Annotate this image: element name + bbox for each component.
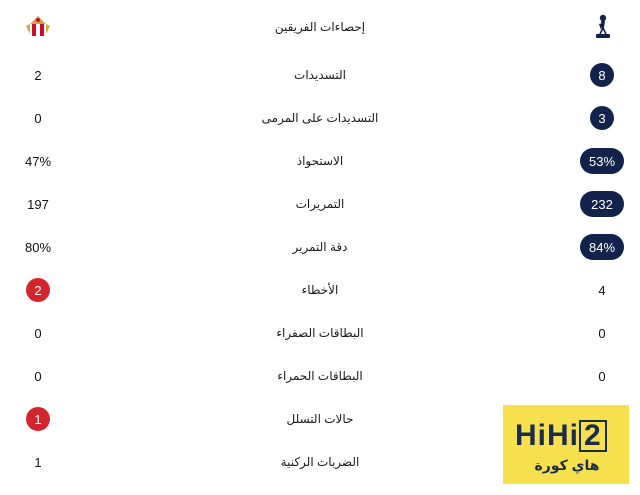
stat-row-red-cards [0, 361, 640, 391]
right-value-badge: 232 [580, 191, 624, 217]
left-value-badge: 1 [26, 407, 50, 431]
stat-label: دقة التمرير [292, 240, 348, 254]
left-value: 2 [34, 67, 42, 83]
watermark-logo-latin: HiHi 2 [515, 419, 607, 453]
right-value-badge: 84% [580, 234, 624, 260]
left-value: 197 [27, 196, 49, 212]
stat-label: البطاقات الحمراء [277, 369, 363, 383]
stats-title: إحصاءات الفريقين [274, 20, 366, 34]
stat-row-pass-accuracy [0, 232, 640, 262]
left-value: 80% [24, 239, 52, 255]
left-value: 0 [34, 368, 42, 384]
stat-label: البطاقات الصفراء [276, 326, 364, 340]
right-value: 0 [598, 325, 606, 341]
stat-row-shots [0, 60, 640, 90]
stat-label: الأخطاء [301, 283, 339, 297]
right-value-badge: 8 [590, 63, 614, 87]
site-watermark [503, 405, 629, 484]
left-value-badge: 2 [26, 278, 50, 302]
stat-row-yellow-cards [0, 318, 640, 348]
stat-row-fouls [0, 275, 640, 305]
right-value: 4 [598, 282, 606, 298]
left-value: 0 [34, 325, 42, 341]
stat-label: الاستحواذ [296, 154, 344, 168]
stat-label: التسديدات على المرمى [261, 111, 379, 125]
watermark-logo-arabic: هاي كورة [534, 457, 600, 473]
stat-row-possession [0, 146, 640, 176]
stat-label: التسديدات [294, 68, 346, 82]
left-value: 1 [34, 454, 42, 470]
stat-label: الضربات الركنية [280, 455, 360, 469]
stat-label: التمريرات [295, 197, 345, 211]
left-value: 0 [34, 110, 42, 126]
tottenham-crest-icon [590, 12, 616, 42]
right-value-badge: 3 [590, 106, 614, 130]
stat-row-passes [0, 189, 640, 219]
right-value-badge: 53% [580, 148, 624, 174]
left-value: 47% [24, 153, 52, 169]
right-value: 0 [598, 368, 606, 384]
stat-row-shots-on-target [0, 103, 640, 133]
stat-label: حالات التسلل [286, 412, 354, 426]
stats-header-row [0, 12, 640, 42]
